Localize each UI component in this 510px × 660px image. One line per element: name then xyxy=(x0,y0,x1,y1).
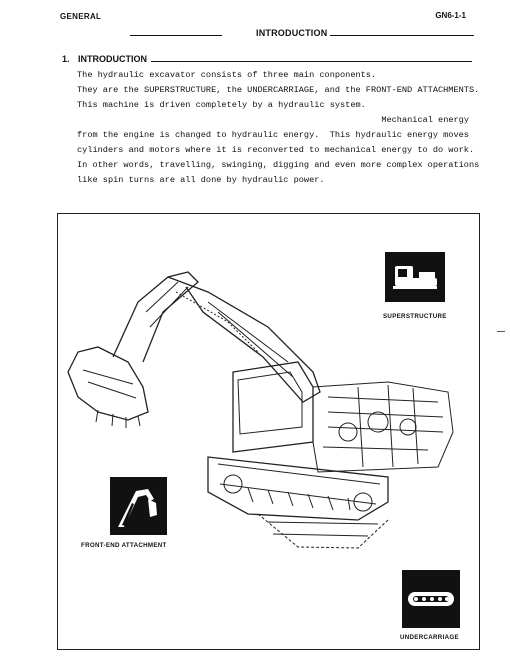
undercarriage-label: UNDERCARRIAGE xyxy=(400,634,459,641)
header-section-label: GENERAL xyxy=(60,12,102,21)
margin-mark xyxy=(497,331,505,332)
excavator-illustration xyxy=(58,252,478,552)
page-title-row xyxy=(130,28,474,42)
front-end-attachment-label: FRONT-END ATTACHMENT xyxy=(81,542,167,549)
section-title: INTRODUCTION xyxy=(78,54,147,64)
paragraph-line: The hydraulic excavator consists of three main conponents. xyxy=(77,70,377,80)
page-title: INTRODUCTION xyxy=(256,28,328,38)
section-number: 1. xyxy=(62,54,70,64)
paragraph-line: This machine is driven completely by a hydraulic system. xyxy=(77,100,366,110)
paragraph-line: like spin turns are all done by hydraulic power. xyxy=(77,175,325,185)
page-id: GN6-1-1 xyxy=(435,11,466,20)
section-heading xyxy=(62,54,472,68)
intro-paragraph xyxy=(77,68,480,188)
title-rule-right xyxy=(330,35,474,36)
paragraph-line: cylinders and motors where it is reconverted to mechanical energy to do work. xyxy=(77,145,475,155)
paragraph-line: They are the SUPERSTRUCTURE, the UNDERCARRIAGE, and the FRONT-END ATTACHMENTS. xyxy=(77,85,480,95)
paragraph-line: In other words, travelling, swinging, digging and even more complex operations xyxy=(77,160,480,170)
paragraph-line: from the engine is changed to hydraulic energy. This hydraulic energy moves xyxy=(77,130,469,140)
undercarriage-icon xyxy=(402,570,460,628)
paragraph-line: Mechanical energy xyxy=(381,115,469,125)
superstructure-label: SUPERSTRUCTURE xyxy=(383,313,447,320)
title-rule-left xyxy=(130,35,222,36)
undercarriage-glyph xyxy=(402,570,460,628)
section-rule xyxy=(151,61,472,62)
